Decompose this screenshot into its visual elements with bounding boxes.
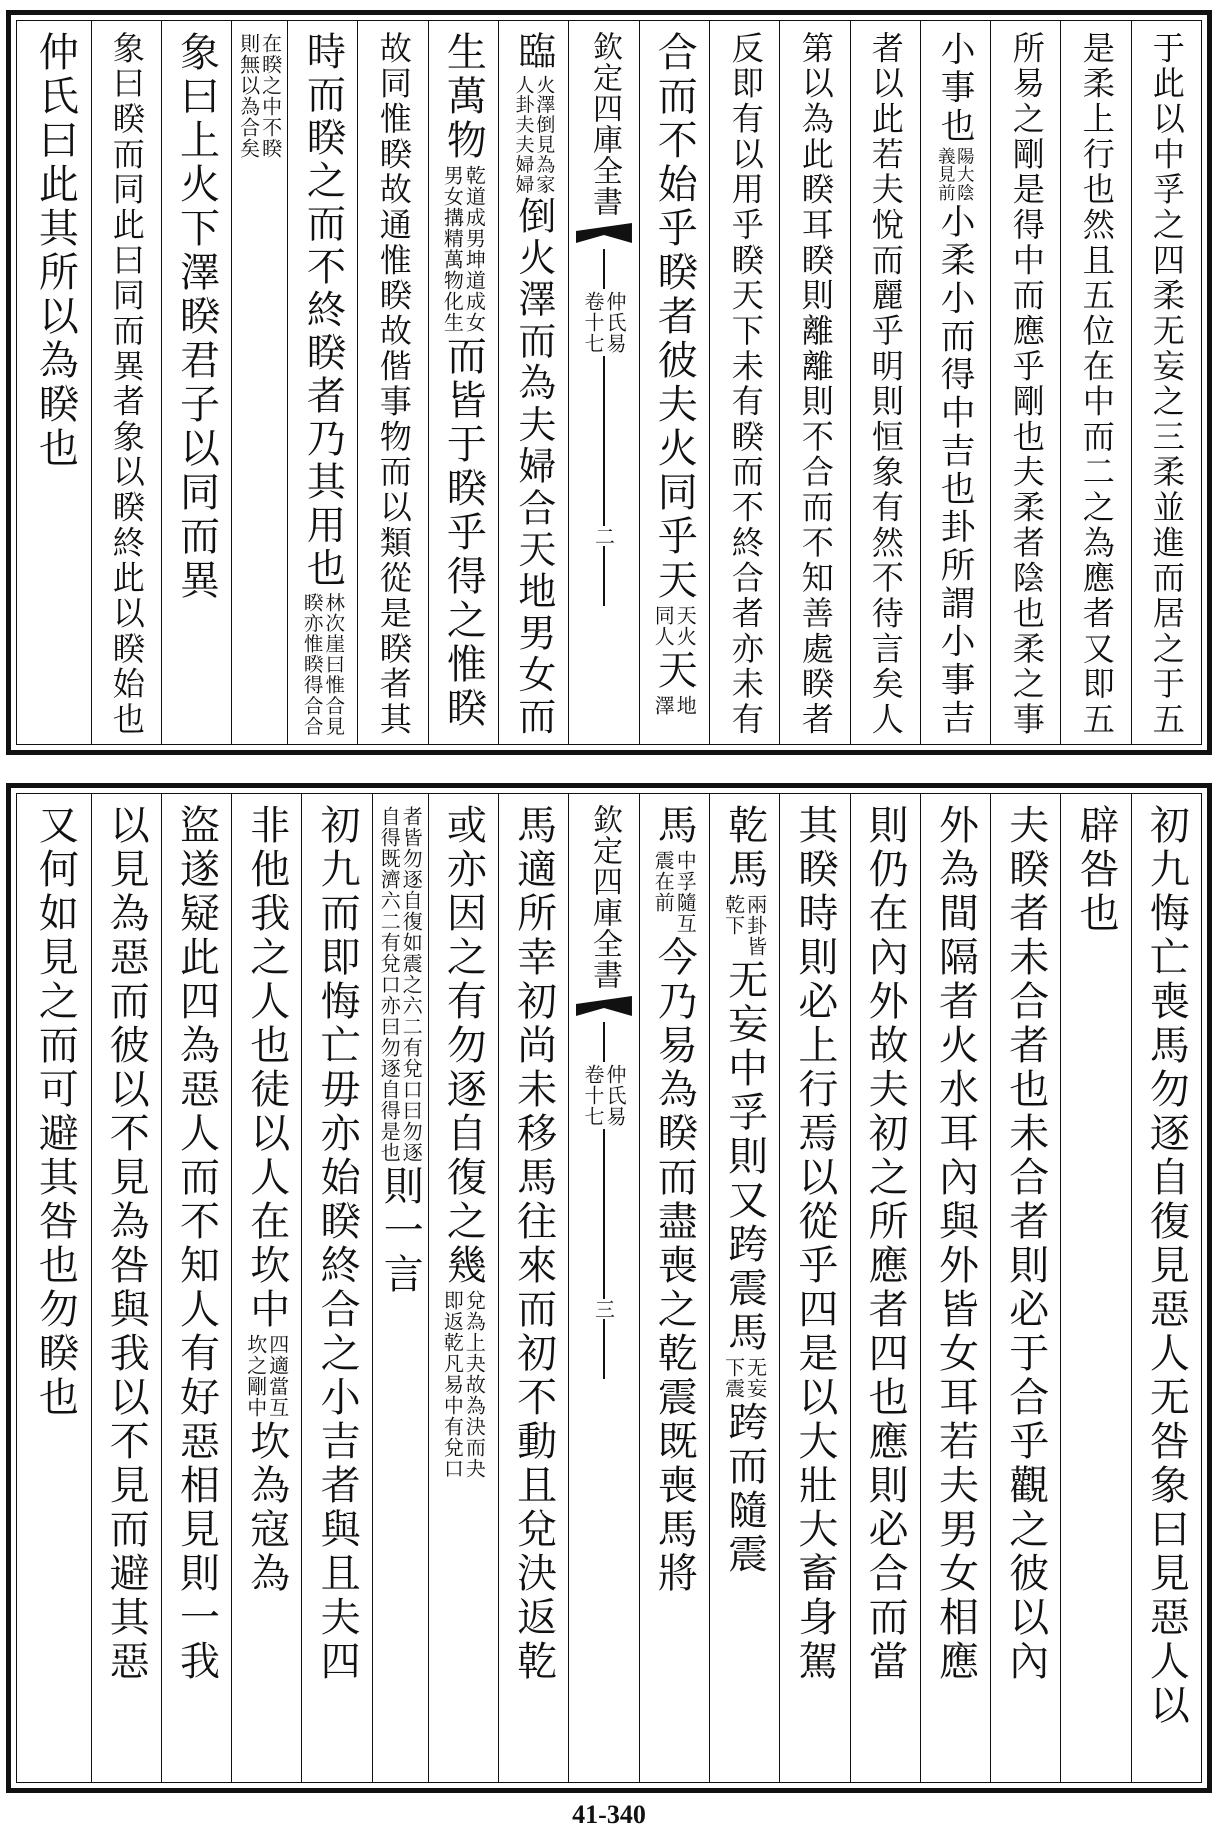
text-column bbox=[20, 21, 90, 744]
main-text: 今乃易為睽而盡喪之乾震既喪馬將 bbox=[651, 936, 698, 1596]
main-text: 小事也 bbox=[935, 31, 976, 146]
column-text bbox=[1143, 804, 1190, 1728]
fold-stack bbox=[576, 804, 632, 1379]
folio-number: 三 bbox=[591, 1299, 616, 1319]
main-text: 倒火澤而為夫婦 bbox=[511, 195, 556, 488]
annotation-note bbox=[236, 33, 283, 159]
annotation-note bbox=[721, 894, 768, 957]
annotation-line: 兌為上夬故為決而夬 bbox=[462, 1290, 487, 1479]
column-text bbox=[243, 804, 290, 1596]
text-column bbox=[357, 21, 427, 744]
bottom-text-columns bbox=[17, 794, 1201, 1782]
main-text: 盜遂疑此四為惡人而不知人有好惡相見則一我 bbox=[173, 804, 220, 1684]
annotation-note bbox=[935, 147, 976, 202]
main-text: 又何如見之而可避其咎也勿睽也 bbox=[32, 804, 79, 1420]
main-text: 第以為此睽耳睽則離離則不合而不知善處睽者 bbox=[796, 31, 834, 738]
text-column bbox=[428, 21, 498, 744]
text-column bbox=[231, 794, 301, 1782]
text-column bbox=[287, 21, 357, 744]
fish-tail-mark-upper bbox=[576, 223, 632, 243]
annotation-line: 人卦夫夫婦婦 bbox=[511, 74, 535, 195]
fold-line bbox=[603, 249, 605, 289]
fold-line bbox=[603, 1129, 605, 1299]
center-fold-column bbox=[568, 794, 638, 1782]
text-column bbox=[639, 21, 709, 744]
main-text: 象曰睽而同此曰同而異者象以睽終此以睽始也 bbox=[107, 31, 145, 738]
annotation-line: 地 bbox=[673, 695, 698, 716]
center-fold-column bbox=[568, 21, 638, 744]
annotation-note bbox=[377, 806, 424, 1163]
main-text: 則仍在內外故夫初之所應者四也應則必合而當 bbox=[862, 804, 909, 1684]
annotation-note bbox=[651, 695, 698, 716]
column-text bbox=[1147, 31, 1185, 738]
fold-line bbox=[603, 356, 605, 526]
column-text bbox=[300, 31, 346, 738]
annotation-note bbox=[440, 165, 487, 333]
column-text bbox=[1002, 804, 1049, 1684]
text-column bbox=[850, 21, 920, 744]
text-column bbox=[231, 21, 287, 744]
annotation-line: 无妄 bbox=[743, 1357, 768, 1399]
column-text bbox=[862, 804, 909, 1684]
annotation-line: 澤 bbox=[651, 695, 676, 716]
annotation-line: 兩卦皆 bbox=[743, 894, 768, 957]
annotation-line: 天火 bbox=[673, 605, 698, 647]
annotation-line: 者皆勿逐自復如震之六二有兌口曰勿逐 bbox=[399, 806, 424, 1163]
main-text: 合而不始乎睽者彼夫火同乎天 bbox=[651, 31, 698, 603]
text-column bbox=[990, 21, 1060, 744]
column-text bbox=[511, 31, 556, 739]
annotation-line: 自得既濟六二有兌口亦曰勿逐自得是也 bbox=[377, 806, 402, 1163]
main-text: 小柔小而得中吉也卦所謂小事吉 bbox=[935, 203, 976, 738]
main-text: 仲氏曰此其所以為睽也 bbox=[32, 31, 79, 471]
annotation-line: 則無以為合矣 bbox=[236, 33, 261, 159]
bottom-panel-frame bbox=[16, 793, 1202, 1783]
top-panel bbox=[6, 10, 1212, 755]
main-text: 反即有以用乎睽天下未有睽而不終合者亦未有 bbox=[726, 31, 764, 738]
annotation-line: 中孚隨互 bbox=[673, 850, 698, 934]
annotation-line: 男女搆精萬物化生 bbox=[440, 165, 465, 333]
text-column bbox=[301, 794, 371, 1782]
text-column bbox=[1060, 794, 1130, 1782]
column-text bbox=[796, 31, 834, 738]
column-text bbox=[651, 804, 698, 1596]
fold-line bbox=[603, 1022, 605, 1062]
main-text: 是柔上行也然且五位在中而二之為應者又即五 bbox=[1077, 31, 1115, 738]
annotation-line: 陽大陰 bbox=[954, 147, 976, 202]
main-text: 坎為寇為 bbox=[243, 1420, 290, 1596]
column-text bbox=[374, 31, 412, 738]
main-text: 乾馬 bbox=[721, 804, 768, 892]
annotation-note bbox=[651, 850, 698, 934]
main-text: 者以此若夫悅而麗乎明則恒象有然不待言矣人 bbox=[866, 31, 904, 738]
annotation-line: 義見前 bbox=[935, 147, 957, 202]
text-column bbox=[639, 794, 709, 1782]
column-text bbox=[173, 804, 220, 1684]
column-text bbox=[1077, 31, 1115, 738]
column-text bbox=[314, 804, 361, 1684]
text-column bbox=[498, 21, 568, 744]
column-text bbox=[236, 31, 283, 161]
text-column bbox=[91, 794, 161, 1782]
main-text: 非他我之人也徒以人在坎中 bbox=[243, 804, 290, 1332]
annotation-note bbox=[580, 1064, 627, 1127]
main-text: 夫睽者未合者也未合者則必于合乎觀之彼以內 bbox=[1002, 804, 1049, 1684]
annotation-note bbox=[511, 74, 556, 195]
annotation-line: 坎之剛中 bbox=[243, 1334, 268, 1418]
column-text bbox=[721, 804, 768, 1577]
text-column bbox=[920, 21, 990, 744]
text-column bbox=[498, 794, 568, 1782]
annotation-line: 卷十七 bbox=[580, 1064, 605, 1127]
book-title: 欽定四庫全書 bbox=[586, 31, 622, 217]
text-column bbox=[372, 794, 428, 1782]
main-text: 馬適所幸初尚未移馬往來而初不動且兌決返乾 bbox=[510, 804, 557, 1684]
annotation-note bbox=[440, 1290, 487, 1479]
main-text: 于此以中孚之四柔无妄之三柔並進而居之于五 bbox=[1147, 31, 1185, 738]
column-text bbox=[932, 804, 979, 1684]
annotation-line: 睽亦惟睽得合合 bbox=[300, 592, 324, 737]
main-text: 則一言 bbox=[377, 1165, 424, 1297]
text-column bbox=[850, 794, 920, 1782]
annotation-line: 林次崖曰惟合見 bbox=[321, 592, 346, 737]
text-column bbox=[428, 794, 498, 1782]
main-text: 故同惟睽故通惟睽故偕事物而以類從是睽者其 bbox=[374, 31, 412, 738]
text-column bbox=[920, 794, 990, 1782]
text-column bbox=[1131, 794, 1201, 1782]
main-text: 其睽時則必上行焉以從乎四是以大壯大畜身駕 bbox=[791, 804, 838, 1684]
annotation-line: 在睽之中不睽 bbox=[258, 33, 283, 159]
column-text bbox=[440, 31, 487, 731]
column-text bbox=[103, 804, 150, 1684]
annotation-line: 火澤倒見為家 bbox=[532, 74, 556, 195]
annotation-note bbox=[300, 592, 346, 737]
text-column bbox=[779, 21, 849, 744]
main-text: 臨 bbox=[511, 31, 556, 73]
column-text bbox=[32, 31, 79, 471]
bottom-panel bbox=[6, 783, 1212, 1793]
annotation-line: 仲氏易 bbox=[602, 1064, 627, 1127]
top-panel-frame bbox=[16, 20, 1202, 745]
text-column bbox=[709, 794, 779, 1782]
fold-stack bbox=[576, 31, 632, 606]
main-text: 外為間隔者火水耳內與外皆女耳若夫男女相應 bbox=[932, 804, 979, 1684]
annotation-note bbox=[651, 605, 698, 647]
text-column bbox=[779, 794, 849, 1782]
main-text: 馬 bbox=[651, 804, 698, 848]
column-text bbox=[1007, 31, 1045, 738]
annotation-line: 震在前 bbox=[651, 850, 676, 913]
main-text: 初九而即悔亡毋亦始睽終合之小吉者與且夫四 bbox=[314, 804, 361, 1684]
column-text bbox=[107, 31, 145, 738]
annotation-note bbox=[721, 1357, 768, 1399]
annotation-line: 仲氏易 bbox=[602, 291, 627, 354]
column-text bbox=[1073, 804, 1120, 936]
text-column bbox=[1131, 21, 1201, 744]
annotation-line: 即返乾凡易中有兌口 bbox=[440, 1290, 465, 1479]
top-text-columns bbox=[17, 21, 1201, 744]
main-text: 以見為惡而彼以不見為咎與我以不見而避其惡 bbox=[103, 804, 150, 1684]
annotation-line: 四適當互 bbox=[265, 1334, 290, 1418]
fold-line bbox=[603, 1319, 605, 1379]
column-text bbox=[377, 804, 424, 1297]
column-text bbox=[935, 31, 976, 738]
text-column bbox=[709, 21, 779, 744]
column-text bbox=[32, 804, 79, 1420]
main-text: 所易之剛是得中而應乎剛也夫柔者陰也柔之事 bbox=[1007, 31, 1045, 738]
main-text: 初九悔亡喪馬勿逐自復見惡人无咎象曰見惡人以 bbox=[1143, 804, 1190, 1728]
main-text: 象曰上火下澤睽君子以同而異 bbox=[173, 31, 220, 603]
main-text: 天 bbox=[651, 649, 698, 693]
column-text bbox=[791, 804, 838, 1684]
column-text bbox=[866, 31, 904, 738]
annotation-line: 同人 bbox=[651, 605, 676, 647]
main-text: 跨而隨震 bbox=[721, 1401, 768, 1577]
text-column bbox=[1060, 21, 1130, 744]
column-text bbox=[651, 31, 698, 718]
book-title: 欽定四庫全書 bbox=[586, 804, 622, 990]
text-column bbox=[20, 794, 90, 1782]
main-text: 合天地男女而 bbox=[511, 487, 556, 739]
folio-number: 二 bbox=[591, 526, 616, 546]
main-text: 而皆于睽乎得之惟睽 bbox=[440, 335, 487, 731]
main-text: 无妄中孚則又跨震馬 bbox=[721, 959, 768, 1355]
annotation-note bbox=[243, 1334, 290, 1418]
main-text: 生萬物 bbox=[440, 31, 487, 163]
main-text: 或亦因之有勿逐自復之幾 bbox=[440, 804, 487, 1288]
annotation-line: 乾下 bbox=[721, 894, 746, 936]
text-column bbox=[161, 794, 231, 1782]
fold-line bbox=[603, 546, 605, 606]
main-text: 辟咎也 bbox=[1073, 804, 1120, 936]
text-column bbox=[161, 21, 231, 744]
text-column bbox=[990, 794, 1060, 1782]
column-text bbox=[440, 804, 487, 1481]
page-number: 41-340 bbox=[572, 1800, 646, 1829]
annotation-line: 乾道成男坤道成女 bbox=[462, 165, 487, 333]
fish-tail-mark-upper bbox=[576, 996, 632, 1016]
column-text bbox=[173, 31, 220, 603]
annotation-note bbox=[580, 291, 627, 354]
column-text bbox=[510, 804, 557, 1684]
annotation-line: 卷十七 bbox=[580, 291, 605, 354]
main-text: 時而睽之而不終睽者乃其用也 bbox=[300, 31, 346, 591]
annotation-line: 下震 bbox=[721, 1357, 746, 1399]
column-text bbox=[726, 31, 764, 738]
text-column bbox=[91, 21, 161, 744]
